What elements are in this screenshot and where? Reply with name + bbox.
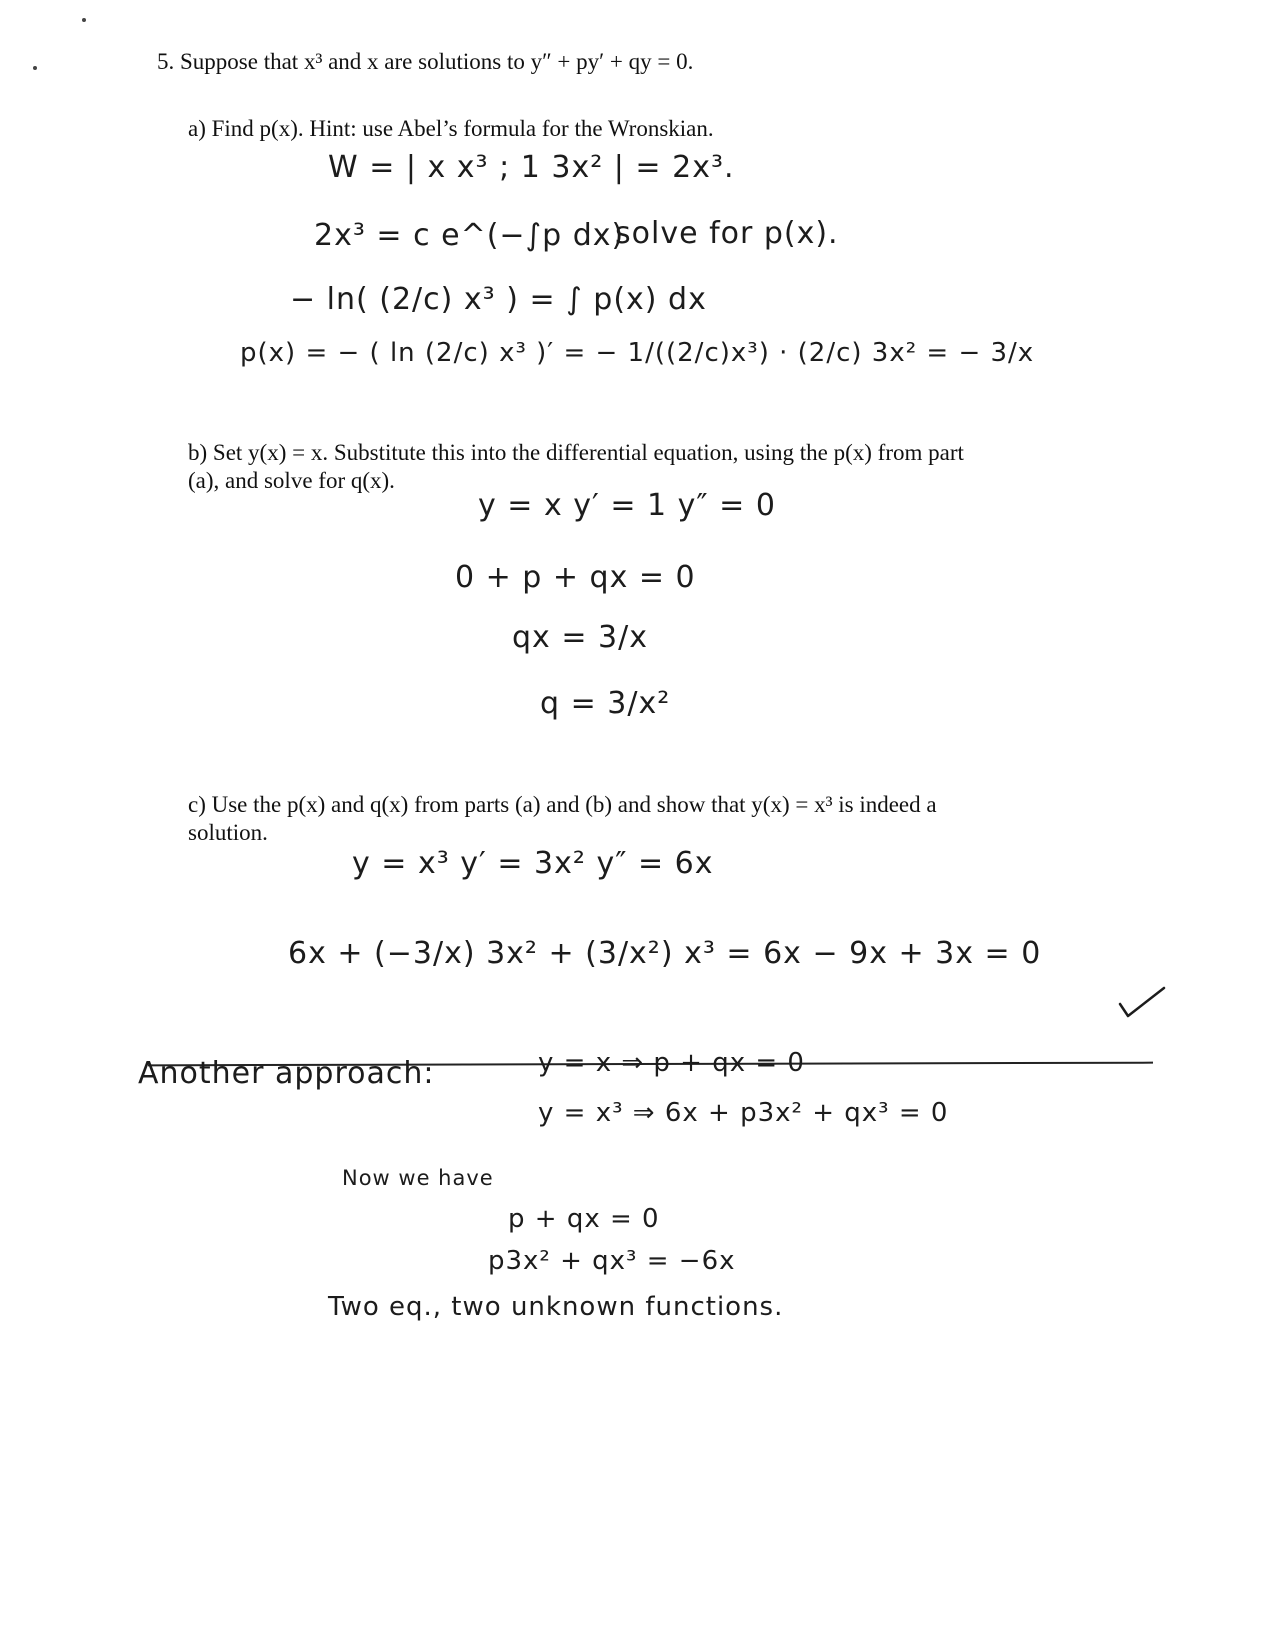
p-result-line: p(x) = − ( ln (2/c) x³ )′ = − 1/((2/c)x³) · (2/c) 3x² = − 3/x (240, 338, 1035, 368)
approach-line-1: y = x ⇒ p + qx = 0 (538, 1048, 805, 1078)
part-b-q-result: q = 3/x² (540, 686, 671, 721)
part-b-prompt-line1: b) Set y(x) = x. Substitute this into the differential equation, using the p(x) from part (188, 440, 964, 465)
part-b-prompt-line2: (a), and solve for q(x). (188, 468, 395, 493)
now-we-have-note: Now we have (342, 1166, 494, 1190)
part-c-verification: 6x + (−3/x) 3x² + (3/x²) x³ = 6x − 9x + 3x = 0 (288, 936, 1042, 971)
part-c-prompt-line2: solution. (188, 820, 268, 845)
another-approach-label: Another approach: (138, 1056, 435, 1091)
wronskian-line: W = | x x³ ; 1 3x² | = 2x³. (328, 150, 735, 185)
part-a-prompt: a) Find p(x). Hint: use Abel’s formula for the Wronskian. (188, 116, 714, 141)
scan-speck (33, 66, 37, 70)
abel-formula-line: 2x³ = c e^(−∫p dx) (314, 218, 625, 253)
part-b-derivatives: y = x y′ = 1 y″ = 0 (478, 488, 776, 523)
scan-speck (82, 18, 86, 22)
solve-for-p-note: solve for p(x). (615, 216, 839, 251)
part-b-qx: qx = 3/x (512, 620, 648, 655)
system-equation-1: p + qx = 0 (508, 1204, 660, 1234)
system-equation-2: p3x² + qx³ = −6x (488, 1246, 736, 1276)
log-integral-line: − ln( (2/c) x³ ) = ∫ p(x) dx (290, 282, 707, 317)
checkmark-icon (1118, 984, 1166, 1018)
approach-line-2: y = x³ ⇒ 6x + p3x² + qx³ = 0 (538, 1098, 949, 1128)
part-c-derivatives: y = x³ y′ = 3x² y″ = 6x (352, 846, 714, 881)
part-b-substitution: 0 + p + qx = 0 (455, 560, 696, 595)
conclusion-note: Two eq., two unknown functions. (328, 1292, 784, 1322)
part-c-prompt-line1: c) Use the p(x) and q(x) from parts (a) and (b) and show that y(x) = x³ is indeed a (188, 792, 937, 817)
problem-statement: 5. Suppose that x³ and x are solutions to y″ + py′ + qy = 0. (157, 49, 694, 74)
